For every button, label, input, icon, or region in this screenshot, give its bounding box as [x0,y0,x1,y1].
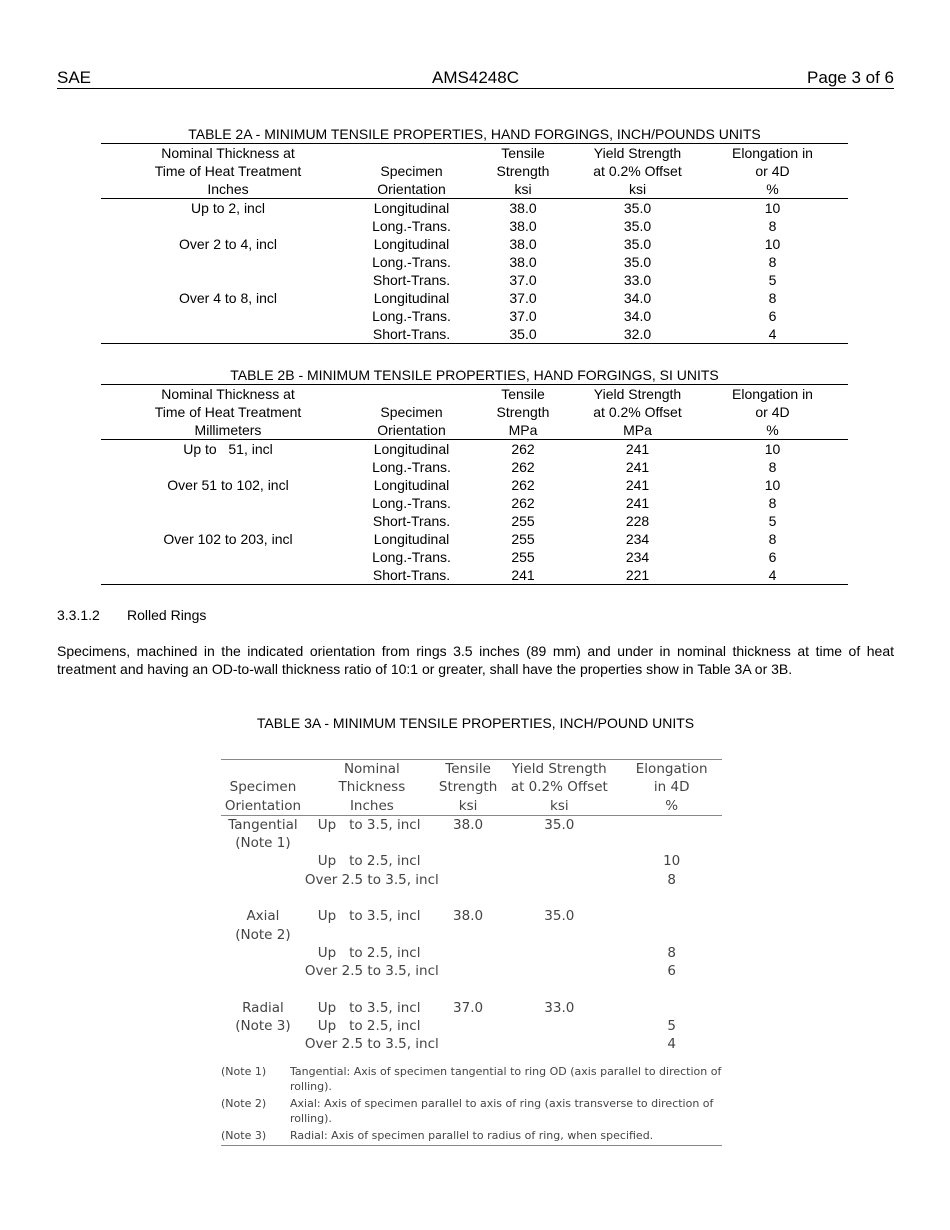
header-cell: Orientation [355,180,468,199]
table-cell: 4 [697,566,848,585]
table-cell [497,981,621,999]
table-2a-title: TABLE 2A - MINIMUM TENSILE PROPERTIES, HAND FORGINGS, INCH/POUNDS UNITS [188,126,761,142]
table-2a [101,125,848,344]
header-cell: Inches [305,797,439,816]
table-cell [221,852,305,870]
header-cell: Strength [438,779,498,796]
table-cell: 4 [697,325,848,344]
table-cell: Over 2.5 to 3.5, incl [304,963,439,980]
table-cell: 262 [511,459,535,475]
table-cell: 37.0 [509,290,537,306]
table-cell [621,834,722,852]
table-cell: 262 [511,477,535,493]
table-cell: Long.-Trans. [372,459,451,475]
table-cell: 8 [768,254,777,270]
table-cell: 38.0 [509,218,537,234]
header-cell: Tensile [468,144,578,163]
table-row [221,944,722,962]
table-cell: 33.0 [544,999,575,1016]
table-cell [439,926,497,944]
table-3a [221,759,722,1146]
header-cell [355,385,468,404]
table-cell: 4 [667,1036,676,1053]
table-cell: 35.0 [623,200,652,216]
table-cell: 241 [625,459,650,475]
table-cell: 35.0 [468,325,578,344]
table-cell: Tangential [228,816,298,833]
table-cell [497,944,621,962]
table-header-row [101,385,848,404]
table-cell: (Note 3) [235,1018,291,1035]
table-cell: (Note 1) [235,835,291,852]
table-cell: Longitudinal [373,477,450,493]
table-row [221,852,722,870]
table-cell [439,1035,497,1053]
table-cell: 35.0 [623,236,652,252]
header-cell: at 0.2% Offset [510,779,608,796]
table-row [221,889,722,907]
table-cell: 10 [764,477,781,493]
table-cell: Longitudinal [373,531,450,547]
table-cell: 10 [764,200,781,216]
table-cell: 6 [667,963,676,980]
header-cell: Yield Strength [578,385,697,404]
table-cell: 34.0 [623,308,652,324]
table-header-row [221,778,722,796]
header-cell: MPa [578,421,697,440]
table-2b-grid [101,384,848,585]
table-cell [497,926,621,944]
table-cell [101,325,355,344]
table-cell: 37.0 [509,308,537,324]
header-cell: % [697,180,848,199]
header-cell [355,144,468,163]
header-cell: Nominal Thickness at [101,144,355,163]
header-cell: or 4D [755,163,790,179]
table-cell: Short-Trans. [355,566,468,585]
table-row [101,235,848,253]
table-cell [439,1017,497,1035]
header-cell: Specimen [380,404,443,420]
table-cell [101,512,355,530]
note-label: (Note 2) [221,1096,267,1110]
table-cell [101,566,355,585]
section-paragraph: Specimens, machined in the indicated orientation from rings 3.5 inches (89 mm) and under in nominal thickness at time of heat treatment and having an OD-to-wall thickness ratio of 10:1 or greater, shall have the properties show in Table 3A or 3B. [57,643,894,677]
table-row [101,440,848,459]
header-cell: Strength [496,163,550,179]
table-cell: Longitudinal [373,236,450,252]
table-cell [497,1017,621,1035]
table-row [101,307,848,325]
table-cell [497,962,621,980]
table-cell [221,871,305,889]
table-cell: Longitudinal [373,441,450,457]
table-bottom-rule [221,1145,722,1146]
table-cell: Short-Trans. [372,272,451,288]
table-cell [305,981,439,999]
table-cell [439,834,497,852]
header-org: SAE [57,68,92,87]
table-cell: 38.0 [453,908,484,925]
table-cell [497,834,621,852]
table-cell [101,548,355,566]
table-note [221,1096,722,1126]
table-cell: Up to 2.5, incl [304,1018,421,1035]
table-row [101,512,848,530]
table-row [101,253,848,271]
table-cell [305,834,439,852]
table-row [221,926,722,944]
header-cell: Time of Heat Treatment [154,404,302,420]
section-number: 3.3.1.2 [57,607,100,623]
header-cell: Thickness [338,779,406,796]
table-cell: 10 [663,853,681,870]
table-cell [439,944,497,962]
table-row [221,962,722,980]
table-cell [101,271,355,289]
table-cell: 37.0 [453,999,484,1016]
table-cell: 5 [768,272,777,288]
table-header-row [101,144,848,163]
section-title: Rolled Rings [127,607,207,623]
table-cell: Up to 3.5, incl [304,816,421,833]
table-cell: 38.0 [509,200,537,216]
table-cell: Long.-Trans. [372,218,451,234]
table-cell: 8 [768,459,777,475]
table-row [221,981,722,999]
table-cell: Over 2 to 4, incl [178,236,278,252]
table-cell: 38.0 [509,254,537,270]
table-cell [621,926,722,944]
table-cell [101,307,355,325]
table-cell: Long.-Trans. [372,549,451,565]
table-row [221,834,722,852]
table-cell: 234 [625,549,650,565]
header-cell: in 4D [653,779,690,796]
table-cell: 38.0 [509,236,537,252]
header-cell [221,760,305,778]
table-cell: Longitudinal [373,200,450,216]
note-text: Axial: Axis of specimen parallel to axis of ring (axis transverse to direction of rolling). [290,1096,714,1125]
table-cell [439,981,497,999]
table-cell: Over 51 to 102, incl [167,477,289,493]
table-cell: 35.0 [544,816,575,833]
table-cell: 8 [667,944,676,961]
table-header-row [101,162,848,180]
header-cell: MPa [468,421,578,440]
table-cell: 10 [764,441,781,457]
table-note [221,1128,722,1143]
table-cell: 38.0 [453,816,484,833]
table-cell: 35.0 [623,218,652,234]
table-header-row [101,421,848,440]
header-cell: Elongation [635,761,708,777]
header-cell: Elongation in [697,385,848,404]
table-cell [221,944,305,962]
table-cell [497,852,621,870]
table-cell: 5 [667,1018,676,1035]
table-row [101,289,848,307]
table-cell: (Note 2) [235,926,291,943]
table-cell [221,981,305,999]
table-cell: Radial [242,999,284,1016]
table-3a-title: TABLE 3A - MINIMUM TENSILE PROPERTIES, INCH/POUND UNITS [256,715,695,731]
table-row [101,217,848,235]
header-cell: Tensile [468,385,578,404]
table-cell: 32.0 [578,325,697,344]
table-cell [439,871,497,889]
table-cell: 262 [511,441,535,457]
header-cell: Strength [496,404,550,420]
table-cell [621,999,722,1017]
table-row [221,999,722,1017]
table-row [221,871,722,889]
table-cell: Long.-Trans. [372,495,451,511]
table-row [101,494,848,512]
header-cell: ksi [468,180,578,199]
table-cell: Over 2.5 to 3.5, incl [304,1036,439,1053]
table-row [101,325,848,344]
header-cell: Millimeters [101,421,355,440]
table-2a-grid [101,143,848,344]
table-header-row [101,180,848,199]
table-cell: 8 [768,495,777,511]
table-cell: 241 [468,566,578,585]
table-row [101,530,848,548]
table-cell: 35.0 [544,908,575,925]
table-cell [621,981,722,999]
header-cell: Inches [101,180,355,199]
table-cell: 5 [768,513,777,529]
table-cell: 6 [768,308,777,324]
table-cell [497,871,621,889]
table-cell: 33.0 [623,272,652,288]
header-cell: Orientation [355,421,468,440]
table-cell [221,962,305,980]
header-cell: Specimen [380,163,443,179]
table-cell: Up to 3.5, incl [304,999,421,1016]
header-cell: Nominal Thickness at [101,385,355,404]
header-cell: Time of Heat Treatment [154,163,302,179]
table-row [221,1035,722,1053]
table-header-row [101,403,848,421]
table-cell [497,889,621,907]
table-cell [221,889,305,907]
table-cell: Over 4 to 8, incl [178,290,278,306]
header-cell: ksi [439,797,497,816]
header-cell: Tensile [445,761,491,777]
table-cell: 241 [625,477,650,493]
table-cell: 255 [511,549,535,565]
table-3a-grid [221,760,722,1054]
header-cell: % [697,421,848,440]
table-cell [621,889,722,907]
header-cell: at 0.2% Offset [593,404,682,420]
table-cell: 8 [768,218,777,234]
table-cell: 221 [578,566,697,585]
header-cell: Elongation in [697,144,848,163]
table-2b-title: TABLE 2B - MINIMUM TENSILE PROPERTIES, HAND FORGINGS, SI UNITS [230,367,719,383]
table-cell: 241 [625,495,650,511]
table-cell: 255 [511,531,535,547]
table-cell: Up to 2.5, incl [304,853,421,870]
table-cell: Up to 3.5, incl [304,908,421,925]
table-cell [221,1035,305,1053]
table-cell: 37.0 [509,272,537,288]
table-row [221,907,722,925]
table-cell [621,815,722,834]
table-cell: Short-Trans. [355,325,468,344]
table-cell [439,889,497,907]
header-cell: ksi [497,797,621,816]
table-cell [101,217,355,235]
note-text: Radial: Axis of specimen parallel to radius of ring, when specified. [290,1128,654,1142]
table-cell: 234 [625,531,650,547]
table-cell: Over 102 to 203, incl [163,531,293,547]
note-text: Tangential: Axis of specimen tangential to ring OD (axis parallel to direction of rolling). [290,1064,722,1093]
table-cell: Short-Trans. [372,513,451,529]
table-cell: 6 [768,549,777,565]
table-note [221,1064,722,1094]
table-row [101,271,848,289]
table-row [101,566,848,585]
table-cell [101,494,355,512]
table-row [221,1017,722,1035]
table-cell [497,1035,621,1053]
table-row [101,476,848,494]
page-header [57,68,894,89]
table-2b [101,366,848,585]
note-label: (Note 1) [221,1064,267,1078]
table-cell [439,962,497,980]
table-row [221,815,722,834]
table-cell: Over 2.5 to 3.5, incl [304,871,439,888]
table-cell: Up to 2, incl [191,200,265,216]
header-page-number: Page 3 of 6 [807,68,894,87]
table-cell [305,889,439,907]
table-cell [439,852,497,870]
table-cell: 8 [768,531,777,547]
table-cell [305,926,439,944]
header-cell: Yield Strength [511,761,607,777]
table-cell: 228 [625,513,650,529]
header-doc-number: AMS4248C [432,68,519,87]
table-cell: Up to 2.5, incl [304,944,421,961]
section-heading [57,606,206,624]
table-cell: Long.-Trans. [372,254,451,270]
header-cell: Specimen [229,779,297,796]
table-cell: 35.0 [623,254,652,270]
table-cell: Longitudinal [373,290,450,306]
table-row [101,548,848,566]
header-cell: % [621,797,722,816]
table-cell [621,907,722,925]
table-cell: 241 [625,441,650,457]
note-label: (Note 3) [221,1128,267,1142]
table-cell: 8 [768,290,777,306]
table-cell: Up to 51, incl [183,441,273,457]
header-cell: Yield Strength [578,144,697,163]
table-cell [101,458,355,476]
header-cell: or 4D [755,404,790,420]
header-cell: ksi [578,180,697,199]
table-header-row [221,760,722,778]
table-cell: 10 [764,236,781,252]
table-3a-notes [221,1064,722,1143]
table-cell: 262 [511,495,535,511]
table-cell: 255 [511,513,535,529]
table-cell: Axial [246,908,280,925]
header-cell: Orientation [221,797,305,816]
table-header-row [221,797,722,816]
header-cell: at 0.2% Offset [593,163,682,179]
table-cell [101,253,355,271]
header-cell: Nominal [343,761,400,777]
table-row [101,199,848,218]
table-cell: 34.0 [623,290,652,306]
table-row [101,458,848,476]
table-cell: Long.-Trans. [372,308,451,324]
table-cell: 8 [667,871,676,888]
